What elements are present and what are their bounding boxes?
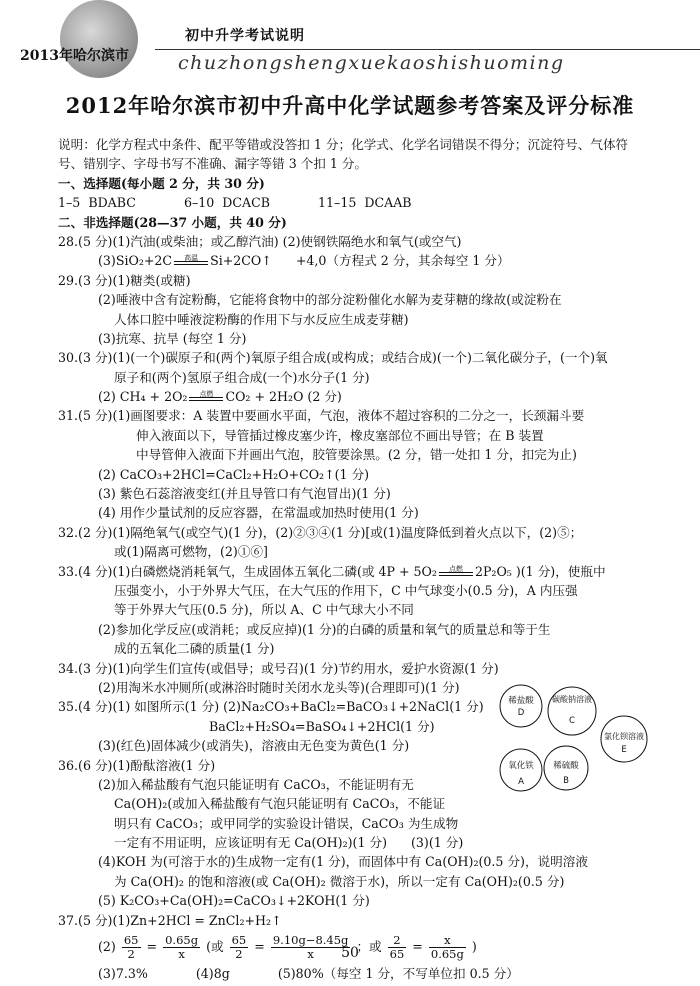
- answer-line: 35.(4 分)(1) 如图所示(1 分) (2)Na₂CO₃+BaCl₂=BaCO₃↓+2NaCl(1 分): [58, 699, 484, 715]
- equation-text: CO₂ + 2H₂O (2 分): [225, 389, 342, 405]
- equation-text: (2) CH₄ + 2O₂: [98, 389, 188, 405]
- answer-line: (2) CaCO₃+2HCl=CaCl₂+H₂O+CO₂↑(1 分): [98, 466, 370, 482]
- fraction: $\frac{9.10g-8.45g}{x}$: [272, 933, 349, 962]
- answer-line: [58, 833, 663, 852]
- answer-line: 37.(5 分)(1)Zn+2HCl = ZnCl₂+H₂↑: [58, 912, 282, 928]
- answer-line: [58, 251, 663, 270]
- circle-a: [500, 749, 542, 791]
- circle-d: [500, 685, 542, 727]
- page-number: 50: [341, 945, 359, 961]
- fraction: $\frac{65}{2}$: [231, 933, 247, 962]
- svg-text:碳酸钠溶液: 碳酸钠溶液: [552, 695, 592, 704]
- answer-line: (2)参加化学反应(或消耗；或反应掉)(1 分)的白磷的质量和氧气的质量总和等于生: [98, 621, 551, 637]
- svg-text:稀硫酸: 稀硫酸: [553, 761, 579, 771]
- answer-line: (4) 用作少量试剂的反应容器，在常温或加热时使用(1 分): [98, 505, 419, 521]
- circle-e: [601, 716, 647, 762]
- mc-answers: 1–5 BDABC 6–10 DCACB 11–15 DCAAB: [58, 195, 412, 211]
- equation-text: 33.(4 分)(1)白磷燃烧消耗氧气，生成固体五氧化二磷(或 4P + 5O₂: [58, 563, 437, 579]
- svg-text:D: D: [517, 708, 525, 718]
- answer-line: 36.(6 分)(1)酚酞溶液(1 分): [58, 757, 216, 773]
- answer-text: (2): [98, 939, 116, 955]
- header-pinyin: chuzhongshengxuekaoshishuoming: [178, 52, 565, 74]
- equation-text: Si+2CO↑ +4,0（方程式 2 分，其余每空 1 分）: [210, 253, 510, 269]
- svg-text:A: A: [518, 777, 524, 787]
- header-year-label: 2013年哈尔滨市: [20, 48, 129, 64]
- answer-line: 32.(2 分)(1)隔绝氧气(或空气)(1 分)，(2)②③④(1 分)[或(1)温度降低到着火点以下，(2)⑤；: [58, 524, 583, 540]
- answer-line: (3)7.3% (4)8g (5)80%（每空 1 分，不写单位扣 0.5 分）: [98, 966, 519, 982]
- answer-line: 伸入液面以下，导管插过橡皮塞少许，橡皮塞部位不画出导管；在 B 装置: [136, 427, 544, 443]
- answer-line: Ca(OH)₂(或加入稀盐酸有气泡只能证明有 CaCO₃，不能证: [114, 796, 446, 812]
- answer-line: (2) $\frac{65}{2}$ = $\frac{0.65g}{x}$ (或 $\frac{65}{2}$ = $\frac{9.10g-8.45g}{x}$ ；或 $\frac{2}{65}$ = $\frac{x}{0.65g}$ ): [98, 933, 477, 962]
- svg-text:稀盐酸: 稀盐酸: [508, 696, 534, 706]
- equation-text: 2P₂O₅ )(1 分)，使瓶中: [474, 563, 606, 579]
- section-heading: 二、非选择题(28—37 小题，共 40 分): [58, 214, 287, 230]
- fraction: $\frac{2}{65}$: [389, 933, 405, 962]
- answer-line: (2)用淘米水冲厕所(或淋浴时随时关闭水龙头等)(合理即可)(1 分): [98, 679, 460, 695]
- answer-line: (3)(红色)固体减少(或消失)，溶液由无色变为黄色(1 分): [98, 738, 410, 754]
- answer-line: (3) 紫色石蕊溶液变红(并且导管口有气泡冒出)(1 分): [98, 486, 391, 502]
- logo-emblem: [60, 0, 138, 78]
- svg-text:E: E: [621, 745, 627, 755]
- equation-arrow: [174, 254, 208, 265]
- answer-line: 压强变小，小于外界大气压，在大气压的作用下，C 中气球变小(0.5 分)，A 内压强: [114, 582, 578, 598]
- answer-line: 30.(3 分)(1)(一个)碳原子和(两个)氧原子组合成(或构成；或结合成)(一个)二氧化碳分子，(一个)氧: [58, 350, 608, 366]
- answer-line: [58, 562, 663, 581]
- answer-text: (3)(1 分): [411, 835, 464, 851]
- equation-arrow: [189, 390, 223, 401]
- answer-line: 人体口腔中唾液淀粉酶的作用下与水反应生成麦芽糖): [114, 311, 409, 327]
- answer-line: (5) K₂CO₃+Ca(OH)₂=CaCO₃↓+2KOH(1 分): [98, 893, 370, 909]
- answer-line: 成的五氧化二磷的质量(1 分): [114, 641, 275, 657]
- answer-line: 29.(3 分)(1)糖类(或糖): [58, 272, 191, 288]
- reaction-circle-diagram: [498, 682, 648, 797]
- reaction-condition: 点燃: [448, 564, 463, 573]
- answer-line: [58, 387, 663, 406]
- note-line: 说明：化学方程式中条件、配平等错或没答扣 1 分；化学式、化学名词错误不得分；沉淀符号、气体符: [58, 137, 629, 152]
- document-title: 2012年哈尔滨市初中升高中化学试题参考答案及评分标准: [65, 93, 635, 118]
- answer-line: 34.(3 分)(1)向学生们宣传(或倡导；或号召)(1 分)节约用水，爱护水资源(1 分): [58, 660, 499, 676]
- svg-text:氧化铁: 氧化铁: [508, 761, 534, 771]
- answer-line: 31.(5 分)(1)画图要求：A 装置中要画水平面，气泡，液体不超过容积的二分之一，长颈漏斗要: [58, 408, 585, 424]
- answer-line: (4)KOH 为(可溶于水的)生成物一定有(1 分)，而固体中有 Ca(OH)₂(0.5 分)，说明溶液: [98, 854, 588, 870]
- header-title: 初中升学考试说明: [185, 28, 305, 44]
- header-rule: [155, 49, 700, 50]
- svg-text:C: C: [569, 716, 575, 726]
- answer-content: [58, 135, 663, 983]
- answer-line: 为 Ca(OH)₂ 的饱和溶液(或 Ca(OH)₂ 微溶于水)，所以一定有 Ca(OH)₂(0.5 分): [114, 873, 565, 889]
- answer-line: 28.(5 分)(1)汽油(或柴油；或乙醇汽油) (2)使钢铁隔绝水和氧气(或空气): [58, 233, 462, 249]
- answer-line: 或(1)隔离可燃物，(2)①⑥]: [114, 544, 268, 560]
- reaction-condition: 高温: [184, 254, 199, 263]
- equation-text: (3)SiO₂+2C: [98, 253, 173, 269]
- section-heading: 一、选择题(每小题 2 分，共 30 分): [58, 175, 265, 191]
- answer-text: 一定有不用证明，应该证明有无 Ca(OH)₂)(1 分): [114, 835, 387, 851]
- answer-line: 等于外界大气压(0.5 分)，所以 A、C 中气球大小不同: [114, 602, 414, 618]
- circle-c: [548, 687, 596, 735]
- answer-line: (2)唾液中含有淀粉酶，它能将食物中的部分淀粉催化水解为麦芽糖的缘故(或淀粉在: [98, 292, 562, 308]
- answer-line: 明只有 CaCO₃；或甲同学的实验设计错误，CaCO₃ 为生成物: [114, 815, 459, 831]
- answer-line: (3)抗寒、抗旱 (每空 1 分): [98, 330, 247, 346]
- answer-line: 原子和(两个)氢原子组合成(一个)水分子(1 分): [114, 369, 370, 385]
- fraction: $\frac{0.65g}{x}$: [165, 933, 199, 962]
- fraction: $\frac{x}{0.65g}$: [430, 933, 464, 962]
- answer-line: 中导管伸入液面下并画出气泡，胶管要涂黑。(2 分，错一处扣 1 分，扣完为止): [136, 447, 577, 463]
- svg-text:B: B: [563, 776, 569, 786]
- fraction: $\frac{65}{2}$: [123, 933, 139, 962]
- answer-line: BaCl₂+H₂SO₄=BaSO₄↓+2HCl(1 分): [209, 718, 435, 734]
- svg-text:氯化钡溶液: 氯化钡溶液: [604, 732, 644, 741]
- answer-line: (2)加入稀盐酸有气泡只能证明有 CaCO₃，不能证明有无: [98, 776, 414, 792]
- reaction-condition: 点燃: [199, 390, 214, 399]
- note-line: 号、错别字、字母书写不准确、漏字等错 3 个扣 1 分。: [58, 156, 368, 172]
- equation-arrow: [439, 564, 473, 576]
- circle-b: [544, 746, 588, 790]
